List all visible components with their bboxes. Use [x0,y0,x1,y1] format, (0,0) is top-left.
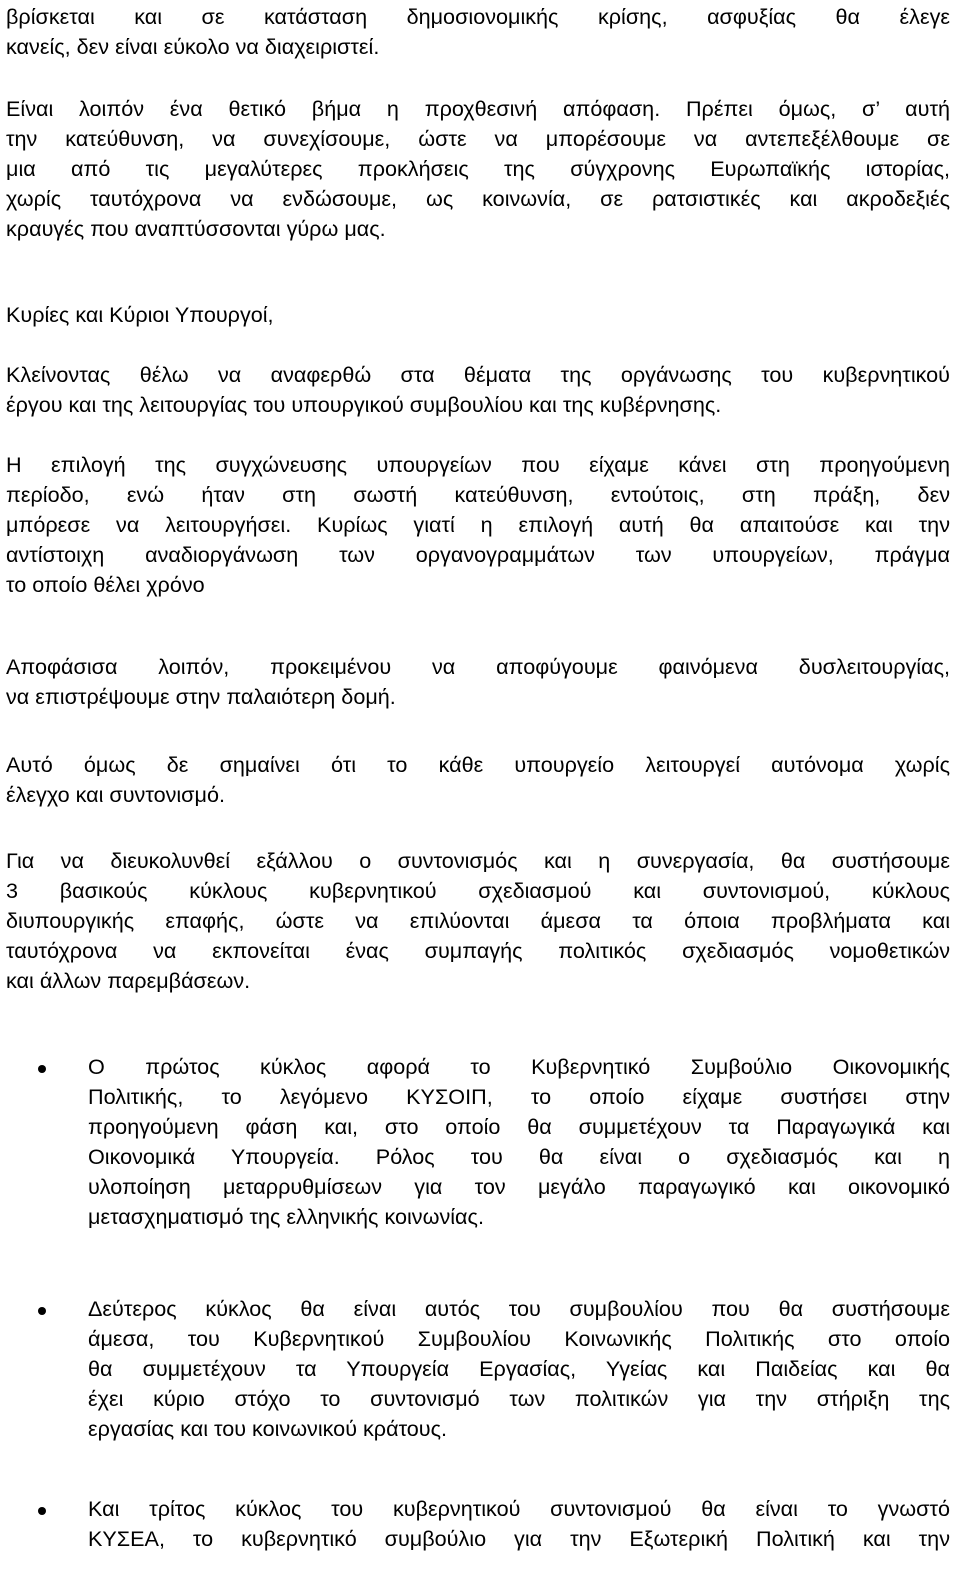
text-line: και άλλων παρεμβάσεων. [6,968,251,993]
text-line: κραυγές που αναπτύσσονται γύρω μας. [6,216,386,241]
text-line: εργασίας και του κοινωνικού κράτους. [88,1416,448,1441]
text-line: έργου και της λειτουργίας του υπουργικού συμβουλίου και της κυβέρνησης. [6,392,722,417]
text-line: Η επιλογή της συγχώνευσης υπουργείων που είχαμε κάνει στη προηγούμενη [6,452,950,477]
text-line: το οποίο θέλει χρόνο [6,572,205,597]
list-item-text [88,1294,950,1444]
text-line: θα συμμετέχουν τα Υπουργεία Εργασίας, Υγείας και Παιδείας και θα [88,1356,950,1381]
paragraph-1 [6,2,950,62]
text-line: Πολιτικής, το λεγόμενο ΚΥΣΟΙΠ, το οποίο είχαμε συστήσει στην [88,1084,950,1109]
text-line: Κυρίες και Κύριοι Υπουργοί, [6,302,274,327]
text-line: βρίσκεται και σε κατάσταση δημοσιονομικής κρίσης, ασφυξίας θα έλεγε [6,4,950,29]
text-line: την κατεύθυνση, να συνεχίσουμε, ώστε να μπορέσουμε να αντεπεξέλθουμε σε [6,126,950,151]
text-line: έχει κύριο στόχο το συντονισμό των πολιτικών για την στήριξη της [88,1386,950,1411]
bullet-icon [38,1065,46,1073]
text-line: Και τρίτος κύκλος του κυβερνητικού συντονισμού θα είναι το γνωστό [88,1496,950,1521]
list-item-text [88,1052,950,1232]
bullet-icon [38,1307,46,1315]
text-line: διυπουργικής επαφής, ώστε να επιλύονται άμεσα τα όποια προβλήματα και [6,908,950,933]
text-line: υλοποίηση μεταρρυθμίσεων για τον μεγάλο παραγωγικό και οικονομικό [88,1174,950,1199]
text-line: μπόρεσε να λειτουργήσει. Κυρίως γιατί η επιλογή αυτή θα απαιτούσε και την [6,512,950,537]
text-line: Δεύτερος κύκλος θα είναι αυτός του συμβουλίου που θα συστήσουμε [88,1296,950,1321]
text-line: Για να διευκολυνθεί εξάλλου ο συντονισμός και η συνεργασία, θα συστήσουμε [6,848,950,873]
text-line: έλεγχο και συντονισμό. [6,782,225,807]
text-line: αντίστοιχη αναδιοργάνωση των οργανογραμμάτων των υπουργείων, πράγμα [6,542,950,567]
paragraph-6 [6,652,950,712]
text-line: Αποφάσισα λοιπόν, προκειμένου να αποφύγουμε φαινόμενα δυσλειτουργίας, [6,654,950,679]
text-line: χωρίς ταυτόχρονα να ενδώσουμε, ως κοινωνία, σε ρατσιστικές και ακροδεξιές [6,186,950,211]
text-line: Αυτό όμως δε σημαίνει ότι το κάθε υπουργείο λειτουργεί αυτόνομα χωρίς [6,752,950,777]
text-line: Ο πρώτος κύκλος αφορά το Κυβερνητικό Συμβούλιο Οικονομικής [88,1054,950,1079]
text-line: να επιστρέψουμε στην παλαιότερη δομή. [6,684,396,709]
text-line: κανείς, δεν είναι εύκολο να διαχειριστεί. [6,34,380,59]
paragraph-8 [6,846,950,996]
text-line: περίοδο, ενώ ήταν στη σωστή κατεύθυνση, εντούτοις, στη πράξη, δεν [6,482,950,507]
paragraph-2 [6,94,950,244]
paragraph-3 [6,300,950,330]
text-line: Κλείνοντας θέλω να αναφερθώ στα θέματα της οργάνωσης του κυβερνητικού [6,362,950,387]
list-item-text [88,1494,950,1554]
text-line: ταυτόχρονα να εκπονείται ένας συμπαγής πολιτικός σχεδιασμός νομοθετικών [6,938,950,963]
paragraph-4 [6,360,950,420]
text-line: Οικονομικά Υπουργεία. Ρόλος του θα είναι ο σχεδιασμός και η [88,1144,950,1169]
text-line: μετασχηματισμό της ελληνικής κοινωνίας. [88,1204,484,1229]
text-line: Είναι λοιπόν ένα θετικό βήμα η προχθεσινή απόφαση. Πρέπει όμως, σ’ αυτή [6,96,950,121]
text-line: 3 βασικούς κύκλους κυβερνητικού σχεδιασμού και συντονισμού, κύκλους [6,878,950,903]
paragraph-5 [6,450,950,600]
paragraph-7 [6,750,950,810]
text-line: μια από τις μεγαλύτερες προκλήσεις της σύγχρονης Ευρωπαϊκής ιστορίας, [6,156,950,181]
text-line: ΚΥΣΕΑ, το κυβερνητικό συμβούλιο για την Εξωτερική Πολιτική και την [88,1526,950,1551]
bullet-icon [38,1507,46,1515]
text-line: άμεσα, του Κυβερνητικού Συμβουλίου Κοινωνικής Πολιτικής στο οποίο [88,1326,950,1351]
text-line: προηγούμενη φάση και, στο οποίο θα συμμετέχουν τα Παραγωγικά και [88,1114,950,1139]
